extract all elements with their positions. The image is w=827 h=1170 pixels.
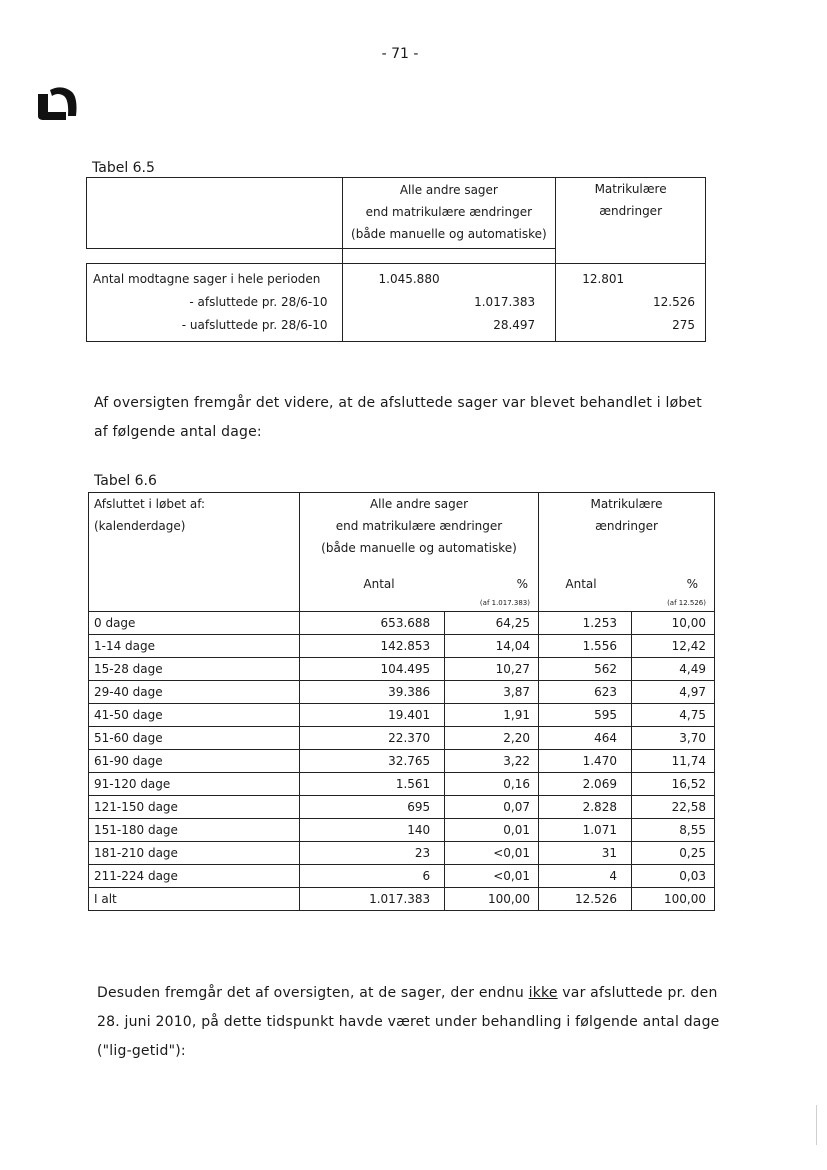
table-notes <box>89 595 715 612</box>
header-line: (både manuelle og automatiske) <box>351 227 547 241</box>
header-line: end matrikulære ændringer <box>365 205 533 219</box>
cell-antal-other: 32.765 <box>300 750 445 773</box>
table-row <box>89 635 715 658</box>
cell-antal-other: 695 <box>300 796 445 819</box>
table-6-5-caption: Tabel 6.5 <box>92 160 155 176</box>
cell-antal-matr: 1.253 <box>539 612 632 635</box>
note-blank <box>300 595 445 612</box>
table-6-5 <box>86 177 706 342</box>
value-open: 275 <box>672 318 695 332</box>
cell-pct-other: 100,00 <box>445 888 539 911</box>
table-row <box>89 704 715 727</box>
header-line: (kalenderdage) <box>94 519 186 533</box>
cell-pct-matr: 3,70 <box>631 727 714 750</box>
header-matrikulaere <box>556 178 706 249</box>
header-line: ændringer <box>599 204 662 218</box>
note-blank <box>539 595 632 612</box>
row-label: - afsluttede pr. 28/6-10 <box>189 295 328 309</box>
cell-antal-other: 23 <box>300 842 445 865</box>
row-label: 151-180 dage <box>89 819 300 842</box>
cell-pct-other: 3,87 <box>445 681 539 704</box>
header-other-cases <box>300 493 539 596</box>
row-label: 41-50 dage <box>89 704 300 727</box>
row-label: 91-120 dage <box>89 773 300 796</box>
cell-pct-other: 3,22 <box>445 750 539 773</box>
value-received: 1.045.880 <box>378 272 440 286</box>
row-label: 29-40 dage <box>89 681 300 704</box>
header-line: end matrikulære ændringer <box>335 519 503 533</box>
cell-antal-other: 6 <box>300 865 445 888</box>
cell-antal-matr: 2.069 <box>539 773 632 796</box>
note-blank <box>89 595 300 612</box>
table-row <box>89 681 715 704</box>
paragraph-1: Af oversigten fremgår det videre, at de afsluttede sager var blevet behandlet i løbet af følgende antal dage: <box>94 395 702 440</box>
col-pct: % <box>686 577 698 591</box>
labels-cell <box>87 264 343 342</box>
cell-antal-matr: 623 <box>539 681 632 704</box>
note-other-total: (af 1.017.383) <box>445 595 539 612</box>
table-row <box>89 727 715 750</box>
cell-antal-matr: 1.470 <box>539 750 632 773</box>
row-label: 15-28 dage <box>89 658 300 681</box>
row-label: 0 dage <box>89 612 300 635</box>
paragraph-text: var afsluttede pr. den 28. juni 2010, på dette tidspunkt havde været under behandling i følgende antal dage ("lig-getid"): <box>97 985 720 1059</box>
cell-pct-matr: 4,75 <box>631 704 714 727</box>
cell-pct-matr: 16,52 <box>631 773 714 796</box>
cell-antal-matr: 464 <box>539 727 632 750</box>
table-row <box>89 796 715 819</box>
gap-cell <box>556 249 706 264</box>
paragraph-text: Desuden fremgår det af oversigten, at de sager, der endnu <box>97 985 529 1001</box>
table-row <box>89 819 715 842</box>
cell-pct-other: 10,27 <box>445 658 539 681</box>
cell-antal-other: 22.370 <box>300 727 445 750</box>
cell-pct-matr: 100,00 <box>631 888 714 911</box>
cell-pct-other: 64,25 <box>445 612 539 635</box>
value-received: 12.801 <box>582 272 625 286</box>
emphasis-text: ikke <box>528 985 558 1001</box>
col-antal: Antal <box>565 577 597 591</box>
cell-antal-matr: 12.526 <box>539 888 632 911</box>
header-line: ændringer <box>595 519 658 533</box>
value-closed: 1.017.383 <box>474 295 536 309</box>
header-line: Matrikulære <box>590 497 663 511</box>
row-label: - uafsluttede pr. 28/6-10 <box>181 318 328 332</box>
row-label: 1-14 dage <box>89 635 300 658</box>
cell-antal-matr: 595 <box>539 704 632 727</box>
header-left <box>89 493 300 596</box>
table-row <box>89 750 715 773</box>
cell-pct-other: 1,91 <box>445 704 539 727</box>
cell-pct-other: 0,01 <box>445 819 539 842</box>
cell-antal-other: 142.853 <box>300 635 445 658</box>
cell-pct-matr: 10,00 <box>631 612 714 635</box>
cell-pct-matr: 0,03 <box>631 865 714 888</box>
header-line: Afsluttet i løbet af: <box>94 497 206 511</box>
table-row <box>89 658 715 681</box>
note-matr-total: (af 12.526) <box>631 595 714 612</box>
cell-pct-matr: 4,49 <box>631 658 714 681</box>
row-label: 211-224 dage <box>89 865 300 888</box>
table-row <box>89 612 715 635</box>
cell-pct-other: 0,07 <box>445 796 539 819</box>
col-pct: % <box>516 577 528 591</box>
cell-antal-other: 1.017.383 <box>300 888 445 911</box>
cell-pct-matr: 8,55 <box>631 819 714 842</box>
cell-pct-other: <0,01 <box>445 842 539 865</box>
table-body <box>87 264 706 342</box>
other-values-cell <box>342 264 556 342</box>
header-line: Alle andre sager <box>369 497 469 511</box>
table-header <box>89 493 715 596</box>
page-number: - 71 - <box>381 46 419 62</box>
cell-antal-other: 39.386 <box>300 681 445 704</box>
row-label: I alt <box>89 888 300 911</box>
cell-antal-other: 1.561 <box>300 773 445 796</box>
cell-antal-matr: 4 <box>539 865 632 888</box>
row-label: 181-210 dage <box>89 842 300 865</box>
header-line: (både manuelle og automatiske) <box>321 541 517 555</box>
cell-antal-matr: 31 <box>539 842 632 865</box>
table-6-6-caption: Tabel 6.6 <box>94 473 157 489</box>
cell-pct-other: <0,01 <box>445 865 539 888</box>
table-gap <box>87 249 706 264</box>
value-closed: 12.526 <box>653 295 695 309</box>
cell-pct-other: 14,04 <box>445 635 539 658</box>
cell-antal-matr: 1.071 <box>539 819 632 842</box>
gap-cell <box>342 249 556 264</box>
row-label: 61-90 dage <box>89 750 300 773</box>
row-label: 51-60 dage <box>89 727 300 750</box>
table-row <box>89 888 715 911</box>
table-row <box>89 773 715 796</box>
header-other-cases <box>342 178 556 249</box>
paragraph-2 <box>97 979 722 1066</box>
col-antal: Antal <box>363 577 395 591</box>
monogram-logo-icon <box>36 82 80 122</box>
cell-antal-matr: 562 <box>539 658 632 681</box>
header-line: Matrikulære <box>594 182 667 196</box>
row-label: 121-150 dage <box>89 796 300 819</box>
table-header <box>87 178 706 249</box>
cell-pct-other: 0,16 <box>445 773 539 796</box>
table-6-6 <box>88 492 715 911</box>
cell-pct-matr: 22,58 <box>631 796 714 819</box>
header-matrikulaere <box>539 493 715 596</box>
value-open: 28.497 <box>493 318 536 332</box>
cell-pct-matr: 11,74 <box>631 750 714 773</box>
margin-line <box>816 1105 817 1145</box>
cell-antal-other: 104.495 <box>300 658 445 681</box>
cell-pct-other: 2,20 <box>445 727 539 750</box>
cell-antal-other: 140 <box>300 819 445 842</box>
matr-values-cell <box>556 264 706 342</box>
cell-antal-matr: 2.828 <box>539 796 632 819</box>
table-row <box>89 865 715 888</box>
table-row <box>89 842 715 865</box>
gap-cell <box>87 249 343 264</box>
header-line: Alle andre sager <box>399 183 498 197</box>
cell-pct-matr: 0,25 <box>631 842 714 865</box>
cell-antal-other: 653.688 <box>300 612 445 635</box>
row-label: Antal modtagne sager i hele perioden <box>93 272 321 286</box>
cell-pct-matr: 12,42 <box>631 635 714 658</box>
cell-pct-matr: 4,97 <box>631 681 714 704</box>
cell-antal-matr: 1.556 <box>539 635 632 658</box>
header-blank <box>87 178 343 249</box>
cell-antal-other: 19.401 <box>300 704 445 727</box>
